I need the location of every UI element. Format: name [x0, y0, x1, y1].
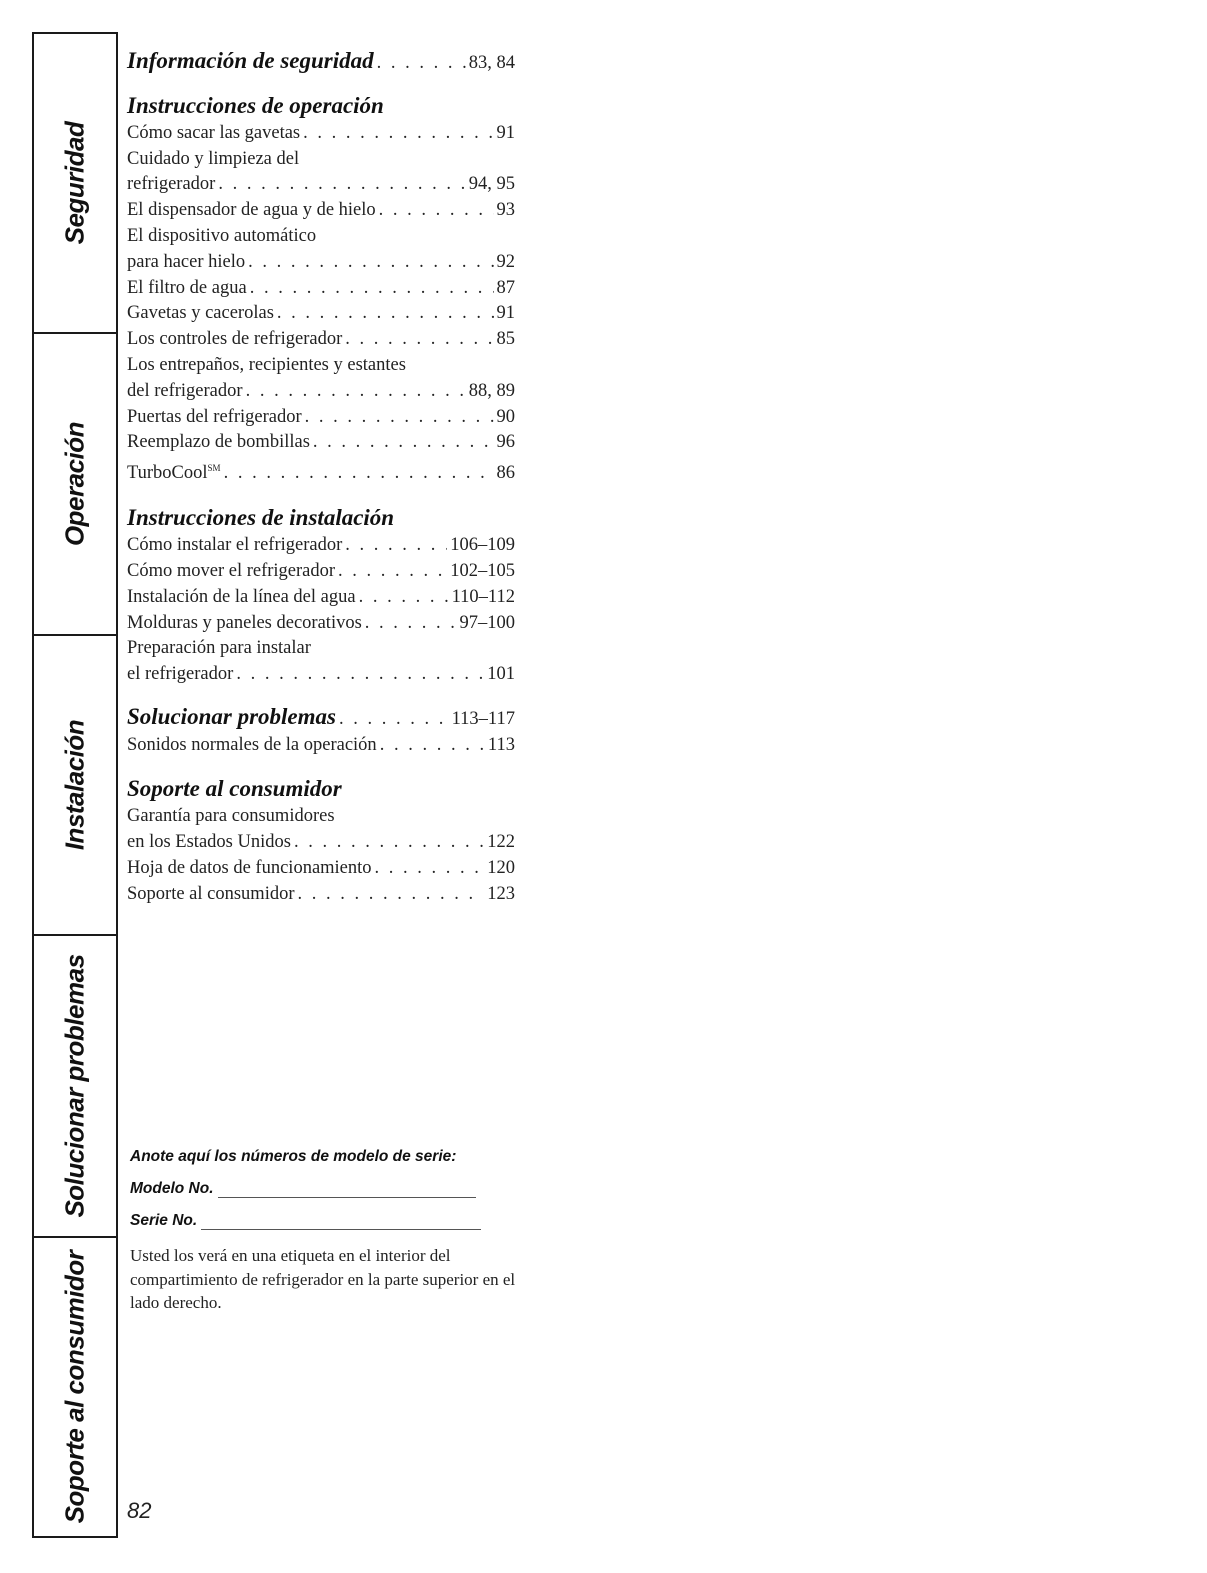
leader-dots: [250, 276, 494, 302]
leader-dots: [294, 830, 484, 856]
entry-label-line1: El dispositivo automático: [127, 225, 317, 246]
page-ref: 90: [496, 406, 515, 427]
leader-dots: [380, 733, 485, 759]
entry-label: Puertas del refrigerador: [127, 406, 302, 427]
toc-heading: Soporte al consumidor: [127, 776, 342, 802]
model-number-label: Modelo No.: [130, 1180, 214, 1197]
page-ref: 102–105: [450, 560, 515, 581]
leader-dots: [338, 559, 447, 585]
leader-dots: [224, 461, 494, 487]
toc-section-troubleshooting: [127, 704, 515, 759]
table-of-contents: [127, 48, 515, 924]
page-ref: 92: [496, 251, 515, 272]
entry-label: en los Estados Unidos: [127, 832, 291, 853]
page-ref: 86: [496, 463, 515, 484]
entry-label: refrigerador: [127, 174, 216, 195]
toc-entry[interactable]: [127, 733, 515, 759]
leader-dots: [359, 585, 449, 611]
entry-label: Reemplazo de bombillas: [127, 432, 310, 453]
toc-entry[interactable]: [127, 856, 515, 882]
page-ref: 106–109: [450, 535, 515, 556]
page-ref: 94, 95: [468, 174, 515, 195]
toc-heading: Solucionar problemas: [127, 703, 336, 729]
entry-label: Cómo instalar el refrigerador: [127, 535, 343, 556]
serial-heading: Anote aquí los números de modelo de serie:: [130, 1148, 457, 1165]
serial-number-line[interactable]: [201, 1215, 481, 1230]
leader-dots: [345, 327, 493, 353]
toc-heading: Información de seguridad: [127, 48, 374, 73]
toc-section-consumer: [127, 774, 515, 907]
leader-dots: [218, 172, 465, 198]
leader-dots: [305, 405, 494, 431]
toc-entry[interactable]: [127, 636, 515, 688]
entry-label: Instalación de la línea del agua: [127, 586, 356, 607]
leader-dots: [377, 51, 466, 77]
toc-entry[interactable]: [127, 585, 515, 611]
leader-dots: [248, 250, 493, 276]
serial-number-field[interactable]: [130, 1212, 520, 1230]
page-ref: 96: [496, 432, 515, 453]
model-serial-block: [130, 1148, 520, 1315]
toc-entry[interactable]: [127, 276, 515, 302]
page-ref: 87: [496, 277, 515, 298]
toc-entry[interactable]: [127, 704, 515, 733]
toc-entry[interactable]: [127, 327, 515, 353]
toc-entry[interactable]: [127, 456, 515, 487]
section-tabs: [32, 32, 118, 1538]
tab-label: Operación: [59, 421, 90, 547]
page-ref: 113–117: [451, 708, 515, 729]
entry-label-line1: Los entrepaños, recipientes y estantes: [127, 354, 406, 375]
toc-section-operation: [127, 91, 515, 487]
serial-number-label: Serie No.: [130, 1212, 198, 1229]
entry-label: Gavetas y cacerolas: [127, 303, 274, 324]
toc-entry[interactable]: [127, 430, 515, 456]
tab-instalacion[interactable]: [34, 636, 116, 936]
tab-label: Solucionar problemas: [59, 954, 90, 1218]
entry-label: El filtro de agua: [127, 277, 247, 298]
page-ref: 120: [487, 858, 515, 879]
toc-entry[interactable]: [127, 224, 515, 276]
toc-entry[interactable]: [127, 533, 515, 559]
entry-label: El dispensador de agua y de hielo: [127, 200, 376, 221]
toc-entry[interactable]: [127, 611, 515, 637]
model-number-field[interactable]: [130, 1180, 520, 1198]
entry-label: para hacer hielo: [127, 251, 246, 272]
page-ref: 113: [487, 734, 515, 755]
model-number-line[interactable]: [218, 1183, 476, 1198]
toc-entry[interactable]: [127, 559, 515, 585]
tab-label: Soporte al consumidor: [59, 1250, 90, 1524]
page-ref: 91: [496, 303, 515, 324]
entry-label-text: TurboCool: [127, 463, 208, 484]
leader-dots: [379, 198, 494, 224]
tab-seguridad[interactable]: [34, 34, 116, 334]
entry-label-line1: Preparación para instalar: [127, 638, 311, 659]
entry-label: Los controles de refrigerador: [127, 329, 343, 350]
page-ref: 110–112: [451, 586, 515, 607]
toc-entry[interactable]: [127, 147, 515, 199]
page-ref: 123: [487, 883, 515, 904]
tab-label: Seguridad: [59, 121, 90, 245]
serial-location-note: Usted los verá en una etiqueta en el interior del compartimiento de refrigerador en la parte superior en el lado derecho.: [130, 1246, 516, 1312]
toc-entry[interactable]: [127, 48, 515, 77]
page-ref: 91: [496, 122, 515, 143]
page-ref: 83, 84: [468, 53, 515, 73]
leader-dots: [313, 430, 494, 456]
entry-label: Molduras y paneles decorativos: [127, 612, 362, 633]
leader-dots: [345, 533, 447, 559]
toc-entry[interactable]: [127, 121, 515, 147]
toc-heading: Instrucciones de instalación: [127, 505, 395, 531]
toc-entry[interactable]: [127, 882, 515, 908]
leader-dots: [298, 882, 485, 908]
page-ref: 97–100: [459, 612, 515, 633]
leader-dots: [277, 301, 494, 327]
toc-entry[interactable]: [127, 198, 515, 224]
entry-label: del refrigerador: [127, 380, 243, 401]
toc-entry[interactable]: [127, 405, 515, 431]
tab-operacion[interactable]: [34, 334, 116, 636]
toc-entry[interactable]: [127, 301, 515, 327]
tab-soporte-al-consumidor[interactable]: [34, 1238, 116, 1536]
page-number: 82: [127, 1498, 152, 1523]
tab-solucionar-problemas[interactable]: [34, 936, 116, 1238]
entry-label: Hoja de datos de funcionamiento: [127, 858, 372, 879]
leader-dots: [375, 856, 485, 882]
entry-label-line1: Cuidado y limpieza del: [127, 148, 300, 169]
tab-label: Instalación: [59, 719, 90, 851]
page-ref: 85: [496, 329, 515, 350]
leader-dots: [303, 121, 493, 147]
entry-label: [127, 456, 221, 487]
entry-label: Cómo sacar las gavetas: [127, 122, 301, 143]
page-ref: 88, 89: [468, 380, 515, 401]
leader-dots: [339, 707, 449, 733]
toc-section-safety: [127, 48, 515, 77]
toc-entry[interactable]: [127, 804, 515, 856]
entry-label: el refrigerador: [127, 664, 234, 685]
toc-entry[interactable]: [127, 353, 515, 405]
page-ref: 122: [487, 832, 515, 853]
toc-section-installation: [127, 503, 515, 688]
page-ref: 93: [496, 200, 515, 221]
leader-dots: [236, 662, 484, 688]
page-ref: 101: [487, 664, 515, 685]
leader-dots: [365, 611, 457, 637]
entry-label: Cómo mover el refrigerador: [127, 560, 336, 581]
toc-heading: Instrucciones de operación: [127, 92, 384, 118]
entry-label: Soporte al consumidor: [127, 883, 295, 904]
entry-label-line1: Garantía para consumidores: [127, 806, 335, 827]
leader-dots: [246, 379, 466, 405]
service-mark: SM: [207, 463, 221, 474]
entry-label: Sonidos normales de la operación: [127, 734, 377, 755]
